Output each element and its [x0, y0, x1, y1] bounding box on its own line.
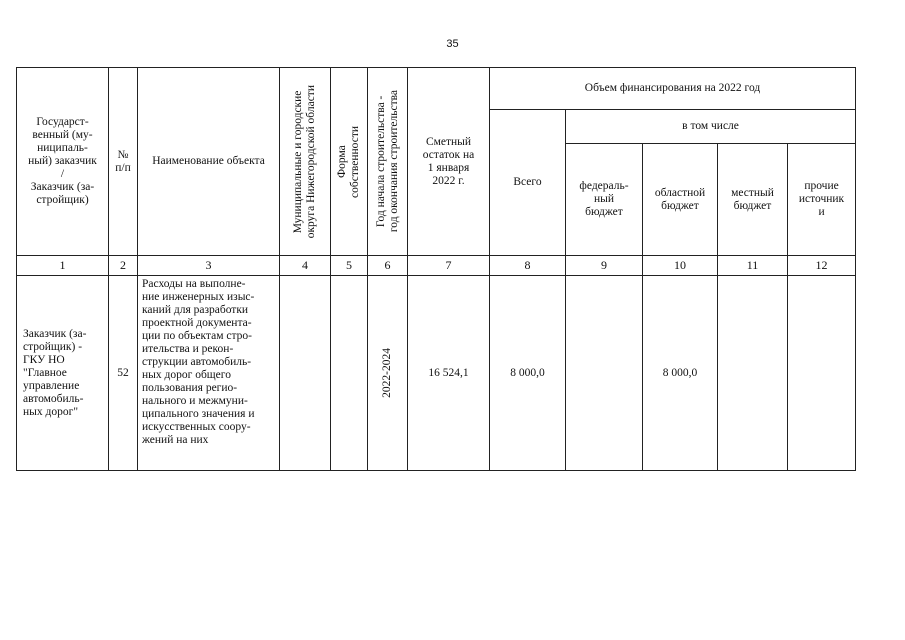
header-ownership: Форма собственности: [331, 68, 368, 256]
row-ownership: [331, 276, 368, 471]
row-other: [788, 276, 856, 471]
header-municipality: Муниципальные и городские округа Нижегородской области: [280, 68, 331, 256]
header-object-name: Наименование объекта: [138, 68, 280, 256]
column-number: 12: [788, 256, 856, 276]
column-number: 10: [643, 256, 718, 276]
header-number: № п/п: [109, 68, 138, 256]
column-number: 11: [718, 256, 788, 276]
row-total: 8 000,0: [490, 276, 566, 471]
header-local: местный бюджет: [718, 144, 788, 256]
financing-table: [16, 67, 856, 471]
row-local: [718, 276, 788, 471]
header-other: прочие источник и: [788, 144, 856, 256]
column-number: 2: [109, 256, 138, 276]
header-financing-title: Объем финансирования на 2022 год: [490, 68, 856, 110]
header-regional: областной бюджет: [643, 144, 718, 256]
row-regional: 8 000,0: [643, 276, 718, 471]
column-number: 4: [280, 256, 331, 276]
column-number: 5: [331, 256, 368, 276]
column-number: 9: [566, 256, 643, 276]
row-years: 2022-2024: [368, 276, 408, 471]
page-number: 35: [446, 38, 459, 50]
column-number: 7: [408, 256, 490, 276]
header-federal: федераль- ный бюджет: [566, 144, 643, 256]
header-estimated-balance: Сметный остаток на 1 января 2022 г.: [408, 68, 490, 256]
column-number: 1: [17, 256, 109, 276]
row-customer: Заказчик (за- стройщик) - ГКУ НО "Главное управление автомобиль- ных дорог": [17, 276, 109, 471]
table-row: [17, 276, 856, 471]
row-federal: [566, 276, 643, 471]
row-municipality: [280, 276, 331, 471]
row-object-name: Расходы на выполне- ние инженерных изыс- каний для разработки проектной документа- ции по объектам стро- ительства и рекон- струкции автомобиль- ных дорог общего пользования регио- нального и межмуни- ципального значения и искусственных соору- жений на них: [138, 276, 280, 471]
header-including: в том числе: [566, 110, 856, 144]
header-customer: Государст- венный (му- ниципаль- ный) заказчик / Заказчик (за- стройщик): [17, 68, 109, 256]
column-number: 8: [490, 256, 566, 276]
row-estimated-balance: 16 524,1: [408, 276, 490, 471]
row-number: 52: [109, 276, 138, 471]
header-years: Год начала строительства - год окончания строительства: [368, 68, 408, 256]
column-number: 6: [368, 256, 408, 276]
header-total: Всего: [490, 110, 566, 256]
column-number: 3: [138, 256, 280, 276]
